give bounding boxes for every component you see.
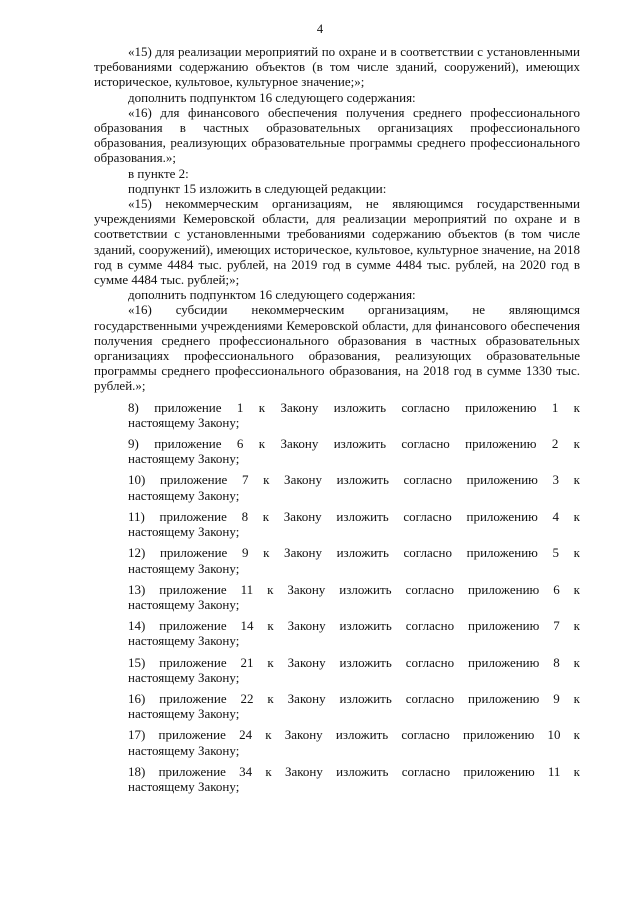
paragraph: «15) для реализации мероприятий по охране и в соответствии с установленными требованиями содержанию объектов (в том числе зданий, сооружений), имеющих историческое, культовое, культурное значение;»; [94, 44, 580, 90]
list-item: 10) приложение 7 к Закону изложить согласно приложению 3 к [128, 472, 580, 488]
list-item-continuation: настоящему Закону; [128, 706, 240, 722]
page-number: 4 [316, 22, 324, 36]
list-item-continuation: настоящему Закону; [128, 487, 240, 503]
list-item-continuation: настоящему Закону; [128, 451, 240, 467]
list-item: 12) приложение 9 к Закону изложить согласно приложению 5 к [128, 545, 580, 561]
list-item: 18) приложение 34 к Закону изложить согласно приложению 11 к [128, 763, 580, 779]
list-item: 15) приложение 21 к Закону изложить согласно приложению 8 к [128, 654, 580, 670]
paragraph: «16) субсидии некоммерческим организациям, не являющимся государственными учреждениями Кемеровской области, для финансового обеспечения получения среднего профессионального образования в частных образовательных организациях профессионального образования, реализующих образовательные программы среднего профессионального образования, на 2018 год в сумме 1330 тыс. рублей.»; [94, 302, 580, 394]
list-item: 14) приложение 14 к Закону изложить согласно приложению 7 к [128, 618, 580, 634]
list-item-continuation: настоящему Закону; [128, 778, 240, 794]
paragraph: дополнить подпунктом 16 следующего содержания: [128, 89, 416, 105]
paragraph: «15) некоммерческим организациям, не являющимся государственными учреждениями Кемеровской области, для реализации мероприятий по охране и в соответствии с установленными требованиями содержанию объектов (в том числе зданий, сооружений), имеющих историческое, культовое, культурное значение, на 2018 год в сумме 4484 тыс. рублей, на 2019 год в сумме 4484 тыс. рублей, на 2020 год в сумме 4484 тыс. рублей;»; [94, 196, 580, 288]
list-item: 11) приложение 8 к Закону изложить согласно приложению 4 к [128, 508, 580, 524]
paragraph: «16) для финансового обеспечения получения среднего профессионального образования в частных образовательных организациях профессионального образования, реализующих образовательные программы среднего профессионального образования.»; [94, 104, 580, 166]
paragraph: подпункт 15 изложить в следующей редакции: [128, 180, 387, 196]
list-item-continuation: настоящему Закону; [128, 596, 240, 612]
list-item: 17) приложение 24 к Закону изложить согласно приложению 10 к [128, 727, 580, 743]
list-item-continuation: настоящему Закону; [128, 560, 240, 576]
list-item: 16) приложение 22 к Закону изложить согласно приложению 9 к [128, 690, 580, 706]
paragraph: дополнить подпунктом 16 следующего содержания: [128, 287, 416, 303]
document-body [94, 44, 580, 794]
list-item-continuation: настоящему Закону; [128, 414, 240, 430]
paragraph: в пункте 2: [128, 165, 189, 181]
list-item: 13) приложение 11 к Закону изложить согласно приложению 6 к [128, 581, 580, 597]
list-item-continuation: настоящему Закону; [128, 669, 240, 685]
list-item: 8) приложение 1 к Закону изложить согласно приложению 1 к [128, 399, 580, 415]
list-item-continuation: настоящему Закону; [128, 633, 240, 649]
list-item-continuation: настоящему Закону; [128, 524, 240, 540]
list-item-continuation: настоящему Закону; [128, 742, 240, 758]
list-item: 9) приложение 6 к Закону изложить согласно приложению 2 к [128, 436, 580, 452]
